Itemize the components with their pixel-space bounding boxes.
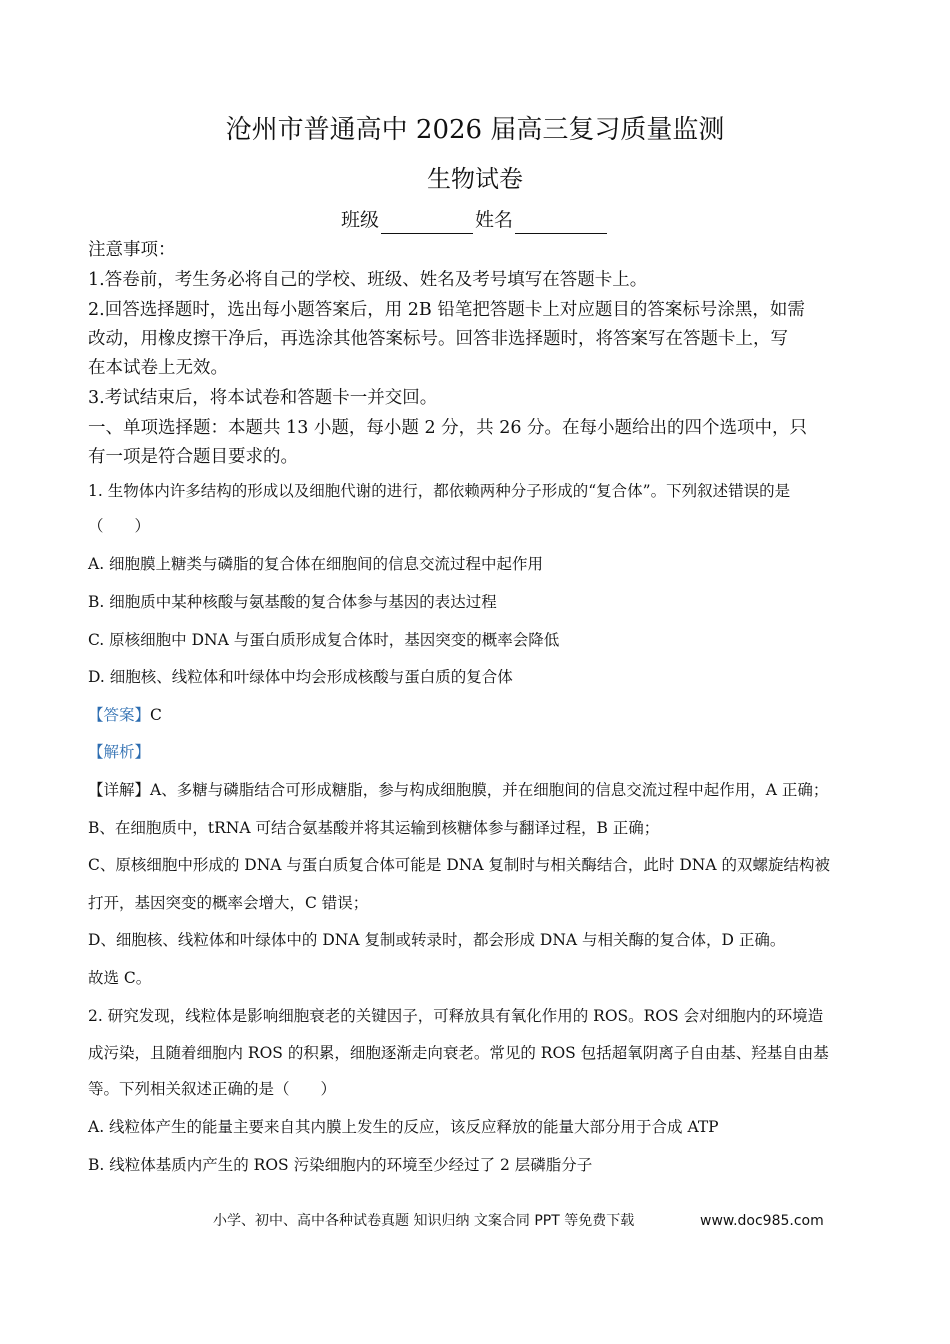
class-blank: [381, 211, 473, 234]
footer-link[interactable]: www.doc985.com: [700, 1213, 824, 1229]
q1-detail-line-2: B、在细胞质中，tRNA 可结合氨基酸并将其运输到核糖体参与翻译过程，B 正确；: [88, 819, 660, 837]
q1-detail-line-6: 故选 C。: [88, 969, 152, 987]
answer-value: C: [150, 706, 162, 724]
notice-item-2-line-2: 改动，用橡皮擦干净后，再选涂其他答案标号。回答非选择题时，将答案写在答题卡上，写: [88, 329, 788, 349]
notice-item-3: 3.考试结束后，将本试卷和答题卡一并交回。: [88, 388, 438, 408]
footer-text: 小学、初中、高中各种试卷真题 知识归纳 文案合同 PPT 等免费下载: [213, 1213, 635, 1229]
class-name-line: [0, 206, 950, 234]
q1-detail-line-3: C、原核细胞中形成的 DNA 与蛋白质复合体可能是 DNA 复制时与相关酶结合，此时 DNA 的双螺旋结构被: [88, 856, 830, 874]
answer-tag: 【答案】: [88, 706, 151, 724]
notice-item-2-line-1: 2.回答选择题时，选出每小题答案后，用 2B 铅笔把答题卡上对应题目的答案标号涂黑，如需: [88, 300, 805, 320]
section-heading-line-2: 有一项是符合题目要求的。: [88, 447, 298, 467]
q1-stem-line-2: （ ）: [88, 517, 151, 535]
q1-detail-line-1: [88, 779, 878, 802]
notice-item-2-line-3: 在本试卷上无效。: [88, 358, 228, 378]
exam-title: 沧州市普通高中 2026 届高三复习质量监测: [225, 115, 725, 145]
exam-subtitle: 生物试卷: [427, 165, 523, 193]
detail-text-1: A、多糖与磷脂结合可形成糖脂，参与构成细胞膜，并在细胞间的信息交流过程中起作用，A 正确；: [150, 781, 829, 799]
section-heading-line-1: 一、单项选择题：本题共 13 小题，每小题 2 分，共 26 分。在每小题给出的四个选项中，只: [88, 418, 808, 438]
analysis-tag: 【解析】: [88, 743, 151, 761]
name-blank: [515, 211, 607, 234]
notice-item-1: 1.答卷前，考生务必将自己的学校、班级、姓名及考号填写在答题卡上。: [88, 270, 648, 290]
q1-detail-line-4: 打开，基因突变的概率会增大，C 错误；: [88, 894, 369, 912]
q2-option-b: B. 线粒体基质内产生的 ROS 污染细胞内的环境至少经过了 2 层磷脂分子: [88, 1156, 593, 1174]
class-label: 班级: [340, 209, 379, 231]
q1-option-c: C. 原核细胞中 DNA 与蛋白质形成复合体时，基因突变的概率会降低: [88, 631, 560, 649]
q2-stem-line-3: 等。下列相关叙述正确的是（ ）: [88, 1080, 337, 1098]
q1-stem-line-1: 1. 生物体内许多结构的形成以及细胞代谢的进行，都依赖两种分子形成的“复合体”。下列叙述错误的是: [88, 482, 791, 500]
q1-option-a: A. 细胞膜上糖类与磷脂的复合体在细胞间的信息交流过程中起作用: [88, 555, 544, 573]
name-label: 姓名: [475, 209, 514, 231]
q1-answer: [88, 704, 878, 727]
q1-option-b: B. 细胞质中某种核酸与氨基酸的复合体参与基因的表达过程: [88, 593, 497, 611]
q2-stem-line-1: 2. 研究发现，线粒体是影响细胞衰老的关键因子，可释放具有氧化作用的 ROS。ROS 会对细胞内的环境造: [88, 1007, 824, 1025]
notice-heading: 注意事项：: [88, 240, 176, 260]
q2-option-a: A. 线粒体产生的能量主要来自其内膜上发生的反应，该反应释放的能量大部分用于合成 ATP: [88, 1118, 719, 1136]
q1-analysis: [88, 741, 878, 764]
q2-stem-line-2: 成污染，且随着细胞内 ROS 的积累，细胞逐渐走向衰老。常见的 ROS 包括超氧阴离子自由基、羟基自由基: [88, 1044, 829, 1062]
q1-option-d: D. 细胞核、线粒体和叶绿体中均会形成核酸与蛋白质的复合体: [88, 668, 513, 686]
detail-tag: 【详解】: [88, 781, 151, 799]
q1-detail-line-5: D、细胞核、线粒体和叶绿体中的 DNA 复制或转录时，都会形成 DNA 与相关酶的复合体，D 正确。: [88, 931, 786, 949]
